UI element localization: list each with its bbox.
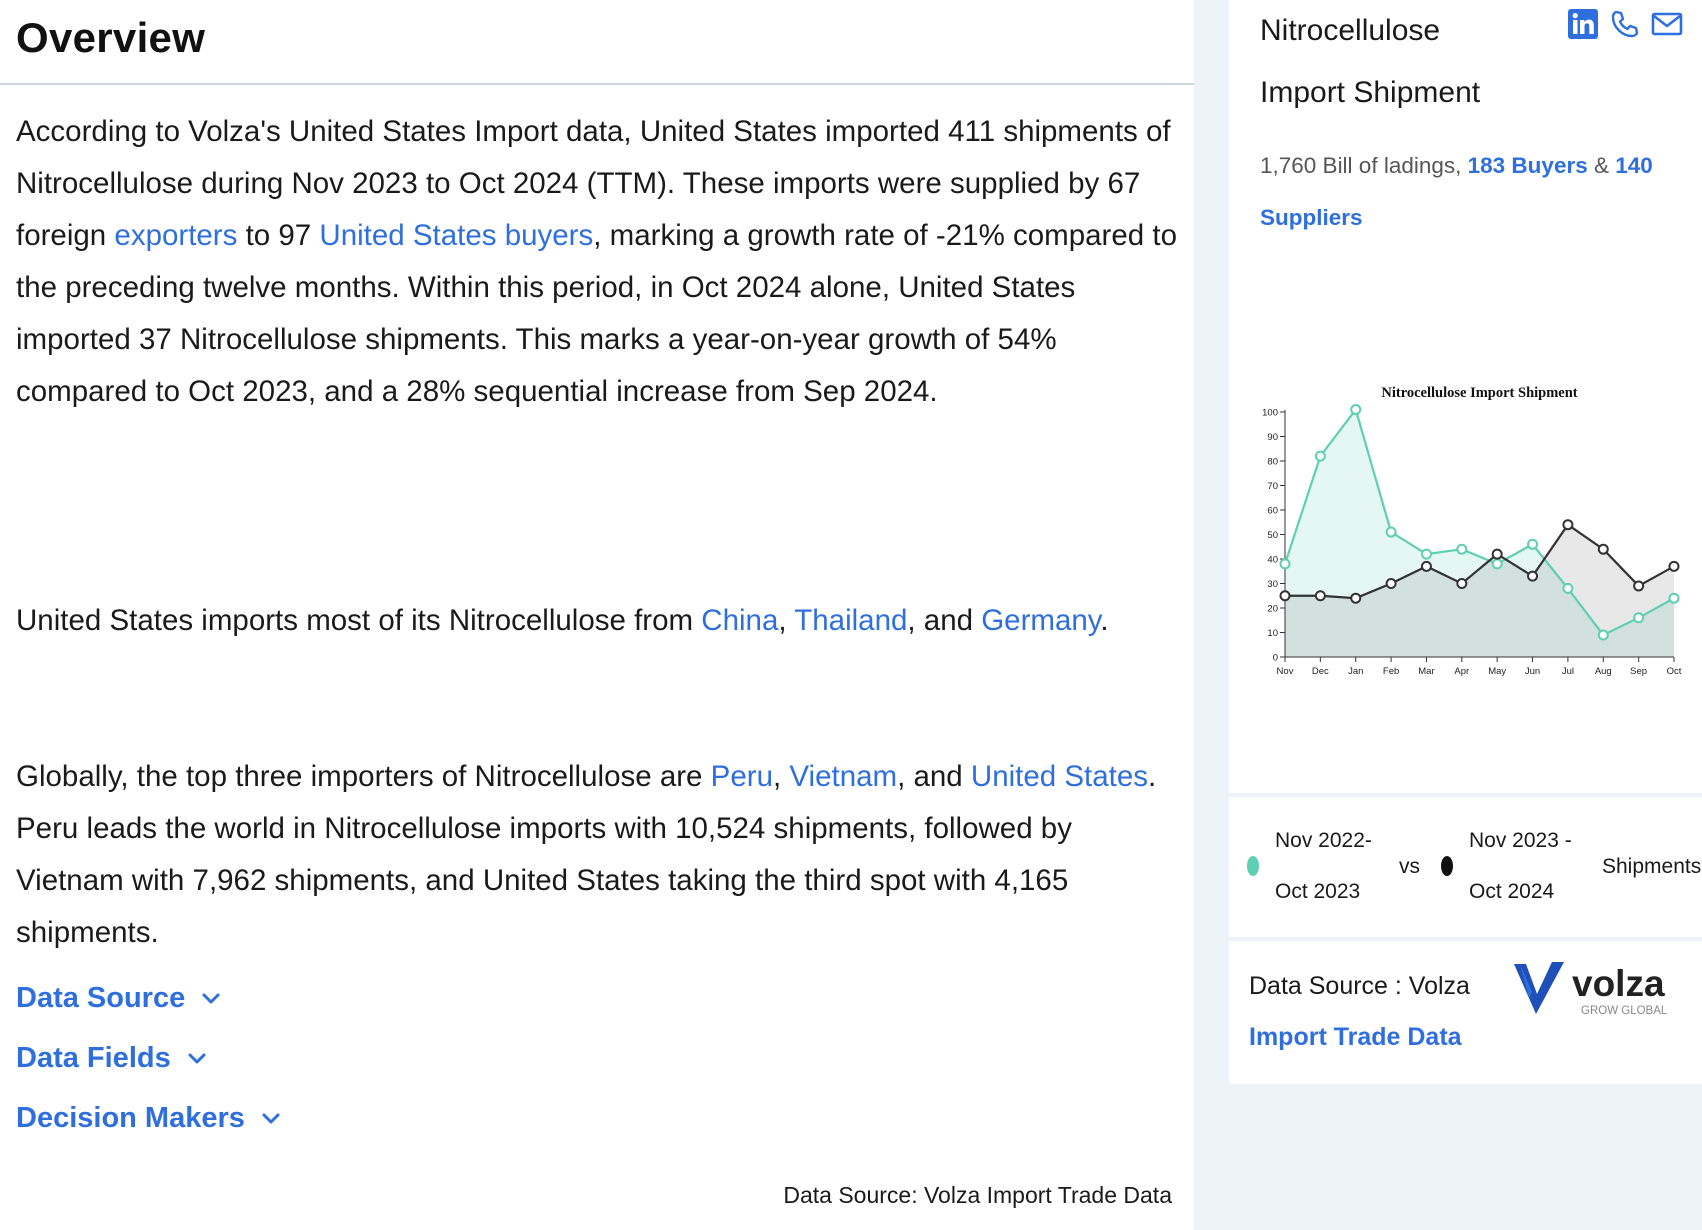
data-point-1	[1422, 562, 1431, 571]
data-point-0	[1316, 452, 1325, 461]
p3-sep: ,	[773, 760, 790, 793]
x-tick-label: May	[1488, 666, 1507, 677]
suppliers-link[interactable]: 140 Suppliers	[1260, 153, 1653, 230]
chart-legend	[1229, 797, 1702, 937]
p1-text-1: According to Volza's United States Import data, United States imported 411 shipments of Nitrocellulose during Nov 2023 to Oct 2024 (TTM). These imports were supplied by 67 foreign	[16, 115, 1171, 252]
data-point-1	[1493, 550, 1502, 559]
overview-title: Overview	[16, 14, 206, 61]
overview-paragraph-1	[16, 106, 1181, 418]
chevron-down-icon	[261, 1112, 281, 1126]
p2-sep: ,	[778, 604, 795, 637]
data-point-1	[1599, 545, 1608, 554]
data-fields-accordion[interactable]	[16, 1042, 207, 1075]
mail-icon[interactable]	[1651, 8, 1683, 40]
x-tick-label: Dec	[1311, 666, 1329, 677]
us-buyers-link[interactable]: United States buyers	[319, 219, 594, 252]
x-tick-label: Jul	[1561, 666, 1574, 677]
shipment-summary	[1260, 140, 1690, 244]
chart-title: Nitrocellulose Import Shipment	[1381, 385, 1578, 401]
title-divider	[0, 83, 1194, 85]
legend-prev-line1: Nov 2022-	[1275, 829, 1372, 852]
vietnam-link[interactable]: Vietnam	[789, 760, 898, 793]
decision-makers-accordion-label: Decision Makers	[16, 1102, 245, 1134]
y-tick-label: 90	[1267, 432, 1278, 443]
data-point-1	[1528, 572, 1537, 581]
x-tick-label: Oct	[1666, 666, 1682, 677]
p2-text-3: .	[1100, 604, 1109, 637]
y-tick-label: 40	[1267, 554, 1278, 566]
x-tick-label: Apr	[1454, 666, 1470, 677]
peru-link[interactable]: Peru	[710, 760, 773, 793]
data-point-0	[1599, 630, 1608, 639]
decision-makers-accordion[interactable]	[16, 1102, 281, 1135]
x-tick-label: Jun	[1524, 666, 1541, 677]
buyers-link[interactable]: 183 Buyers	[1467, 153, 1588, 178]
chevron-down-icon	[187, 1052, 207, 1066]
y-tick-label: 0	[1272, 652, 1278, 664]
overview-paragraph-3	[16, 751, 1181, 959]
data-point-0	[1493, 559, 1502, 568]
shipment-card-title-line1: Nitrocellulose	[1260, 14, 1441, 47]
data-point-1	[1351, 594, 1360, 603]
data-point-1	[1387, 579, 1396, 588]
p1-text-2: to 97	[237, 219, 320, 252]
p3-text-3: . Peru leads the world in Nitrocellulose imports with 10,524 shipments, followed by Vietnam with 7,962 shipments, and United States taking the third spot with 4,165 shipments.	[16, 760, 1157, 949]
import-trade-data-link[interactable]: Import Trade Data	[1249, 1023, 1462, 1051]
bills-count: 1,760 Bill of ladings,	[1260, 153, 1468, 178]
volza-logo	[1512, 958, 1690, 1032]
data-point-0	[1670, 594, 1679, 603]
shipment-card	[1229, 0, 1702, 793]
legend-curr-marker	[1441, 856, 1453, 876]
exporters-link[interactable]: exporters	[114, 219, 238, 252]
y-tick-label: 60	[1267, 505, 1278, 517]
volza-logo-tagline: GROW GLOBAL	[1581, 1005, 1668, 1017]
legend-prev-line2: Oct 2023	[1275, 880, 1361, 903]
data-fields-accordion-label: Data Fields	[16, 1042, 171, 1074]
volza-logo-text: volza	[1572, 963, 1665, 1004]
share-icons	[1567, 8, 1683, 40]
data-point-1	[1634, 581, 1643, 590]
thailand-link[interactable]: Thailand	[794, 604, 908, 637]
data-source-accordion[interactable]	[16, 982, 221, 1015]
phone-icon[interactable]	[1609, 8, 1641, 40]
data-point-0	[1281, 559, 1290, 568]
p2-text-1: United States imports most of its Nitrocellulose from	[16, 604, 702, 637]
x-tick-label: Feb	[1382, 666, 1400, 677]
x-tick-label: Nov	[1276, 666, 1294, 677]
legend-unit: Shipments	[1602, 855, 1702, 878]
y-tick-label: 10	[1267, 628, 1278, 639]
linkedin-icon[interactable]	[1567, 8, 1599, 40]
p3-text-2: , and	[897, 760, 971, 793]
legend-curr-line1: Nov 2023 -	[1469, 829, 1572, 852]
data-point-1	[1670, 562, 1679, 571]
y-tick-label: 70	[1267, 481, 1278, 492]
x-tick-label: Jan	[1348, 666, 1364, 677]
p3-text-1: Globally, the top three importers of Nitrocellulose are	[16, 760, 711, 793]
data-point-1	[1563, 520, 1572, 529]
y-tick-label: 30	[1267, 579, 1278, 590]
chevron-down-icon	[201, 992, 221, 1006]
data-point-0	[1387, 528, 1396, 537]
overview-paragraph-2	[16, 595, 1181, 647]
legend-prev-marker	[1247, 856, 1259, 876]
data-point-0	[1351, 405, 1360, 414]
data-source-card	[1229, 941, 1702, 1084]
volza-logo-mark	[1514, 962, 1564, 1014]
overview-footer-source: Data Source: Volza Import Trade Data	[783, 1182, 1172, 1208]
data-point-0	[1528, 540, 1537, 549]
data-point-0	[1634, 613, 1643, 622]
data-source-label: Data Source : Volza	[1249, 972, 1470, 1000]
legend-vs: vs	[1399, 855, 1420, 878]
china-link[interactable]: China	[701, 604, 779, 637]
data-point-1	[1281, 591, 1290, 600]
amp-sep: &	[1587, 153, 1616, 178]
data-point-0	[1422, 550, 1431, 559]
germany-link[interactable]: Germany	[981, 604, 1101, 637]
shipment-card-title-line2: Import Shipment	[1260, 76, 1481, 109]
united-states-link[interactable]: United States	[970, 760, 1149, 793]
y-tick-label: 100	[1262, 407, 1278, 419]
data-point-0	[1457, 545, 1466, 554]
y-tick-label: 20	[1267, 603, 1278, 615]
data-source-accordion-label: Data Source	[16, 982, 186, 1014]
data-point-0	[1563, 584, 1572, 593]
y-tick-label: 80	[1267, 456, 1278, 468]
x-tick-label: Sep	[1630, 666, 1648, 677]
sidebar	[1194, 0, 1702, 1230]
shipment-chart	[1229, 380, 1702, 680]
x-tick-label: Aug	[1594, 666, 1612, 677]
legend-curr-line2: Oct 2024	[1469, 880, 1555, 903]
p2-text-2: , and	[907, 604, 982, 637]
y-tick-label: 50	[1267, 530, 1278, 541]
data-point-1	[1316, 591, 1325, 600]
x-tick-label: Mar	[1418, 666, 1435, 677]
data-point-1	[1457, 579, 1466, 588]
p1-text-3: , marking a growth rate of -21% compared to the preceding twelve months. Within this period, in Oct 2024 alone, United States imported 37 Nitrocellulose shipments. This marks a year-on-year growth of 54% compared to Oct 2023, and a 28% sequential increase from Sep 2024.	[16, 219, 1177, 408]
